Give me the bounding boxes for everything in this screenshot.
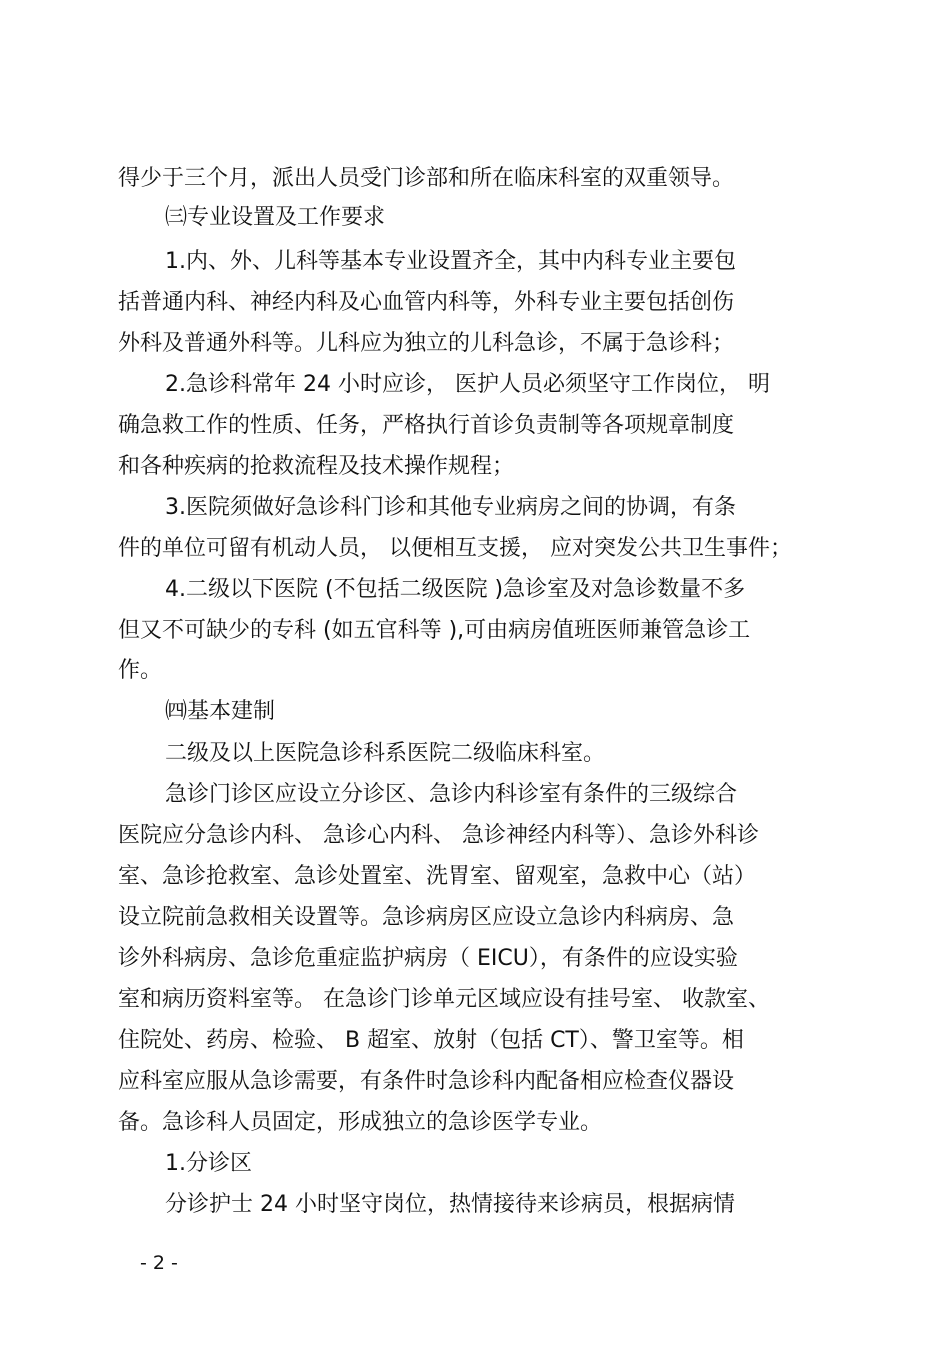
text-line: 外科及普通外科等。儿科应为独立的儿科急诊，不属于急诊科； xyxy=(118,331,735,356)
text-line: 设立院前急救相关设置等。急诊病房区应设立急诊内科病房、急 xyxy=(118,905,735,930)
text-line: 分诊护士 24 小时坚守岗位，热情接待来诊病员，根据病情 xyxy=(165,1192,735,1217)
text-line: 作。 xyxy=(118,658,163,683)
text-line: 但又不可缺少的专科 (如五官科等 ),可由病房值班医师兼管急诊工 xyxy=(118,618,751,643)
text-line: 4.二级以下医院 (不包括二级医院 )急诊室及对急诊数量不多 xyxy=(165,577,746,602)
text-line: 诊外科病房、急诊危重症监护病房（ EICU），有条件的应设实验 xyxy=(118,946,738,971)
subsection-heading: 1.分诊区 xyxy=(165,1151,252,1176)
text-line: 住院处、药房、检验、 B 超室、放射（包括 CT）、警卫室等。相 xyxy=(118,1028,744,1053)
section-heading: ㈣基本建制 xyxy=(165,699,276,724)
text-line: 件的单位可留有机动人员， 以便相互支援， 应对突发公共卫生事件； xyxy=(118,536,792,561)
section-heading: ㈢专业设置及工作要求 xyxy=(165,205,386,230)
text-line: 医院应分急诊内科、 急诊心内科、 急诊神经内科等）、急诊外科诊 xyxy=(118,823,759,848)
text-line: 二级及以上医院急诊科系医院二级临床科室。 xyxy=(165,741,606,766)
text-line: 1.内、外、儿科等基本专业设置齐全，其中内科专业主要包 xyxy=(165,249,736,274)
text-line: 急诊门诊区应设立分诊区、急诊内科诊室有条件的三级综合 xyxy=(165,782,738,807)
page-number: - 2 - xyxy=(140,1252,178,1274)
text-line: 括普通内科、神经内科及心血管内科等，外科专业主要包括创伤 xyxy=(118,290,735,315)
text-line: 得少于三个月，派出人员受门诊部和所在临床科室的双重领导。 xyxy=(118,166,735,191)
text-line: 应科室应服从急诊需要，有条件时急诊科内配备相应检查仪器设 xyxy=(118,1069,735,1094)
text-line: 室、急诊抢救室、急诊处置室、洗胃室、留观室，急救中心（站） xyxy=(118,864,757,889)
text-line: 和各种疾病的抢救流程及技术操作规程； xyxy=(118,454,515,479)
text-line: 室和病历资料室等。 在急诊门诊单元区域应设有挂号室、 收款室、 xyxy=(118,987,770,1012)
text-line: 2.急诊科常年 24 小时应诊， 医护人员必须坚守工作岗位， 明 xyxy=(165,372,770,397)
text-line: 3.医院须做好急诊科门诊和其他专业病房之间的协调，有条 xyxy=(165,495,736,520)
text-line: 备。急诊科人员固定，形成独立的急诊医学专业。 xyxy=(118,1110,603,1135)
text-line: 确急救工作的性质、任务，严格执行首诊负责制等各项规章制度 xyxy=(118,413,735,438)
